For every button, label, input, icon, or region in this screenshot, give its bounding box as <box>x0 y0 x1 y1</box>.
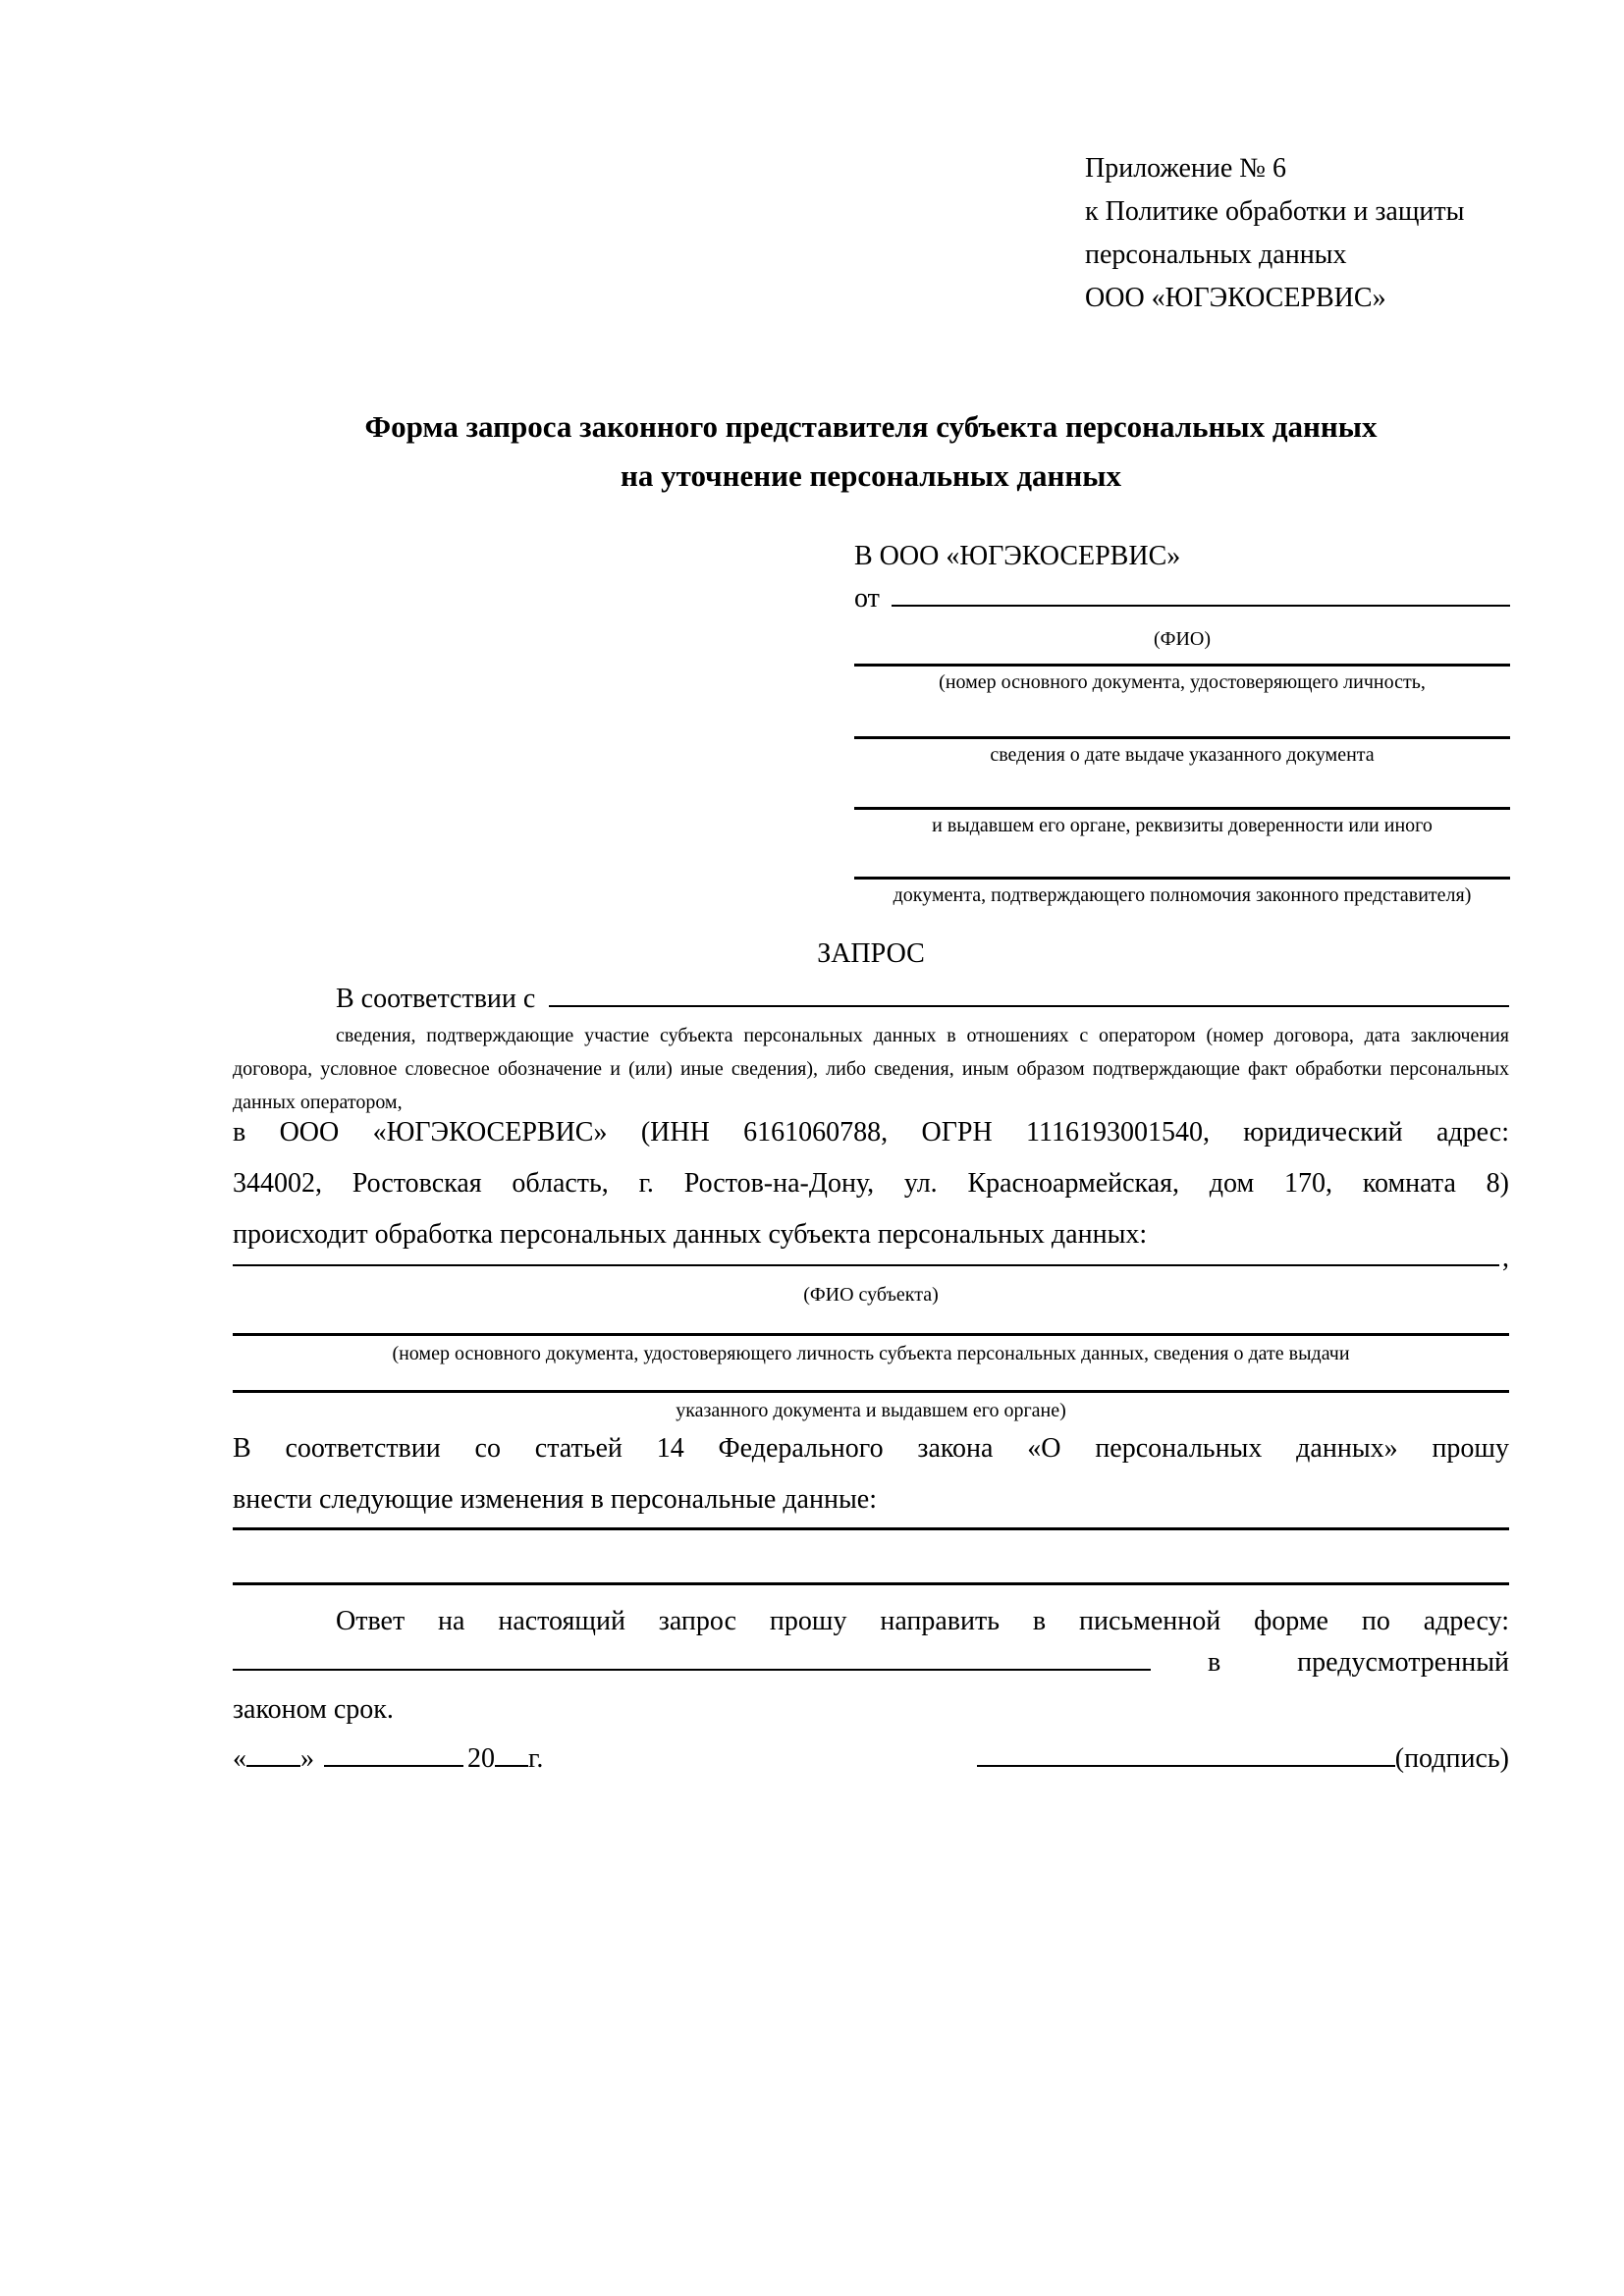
accordance-label: В соответствии с <box>336 984 536 1014</box>
reply-paragraph-line1: Ответ на настоящий запрос прошу направить в письменной форме по адресу: <box>336 1606 1509 1636</box>
operator-paragraph-line2: 344002, Ростовская область, г. Ростов-на-Дону, ул. Красноармейская, дом 170, комната 8) <box>233 1168 1509 1199</box>
operator-paragraph <box>233 1107 1509 1260</box>
caption-authority: и выдавшем его органе, реквизиты доверенности или иного <box>932 815 1433 836</box>
date-day-blank[interactable] <box>246 1765 300 1767</box>
signature-blank-line[interactable] <box>977 1765 1395 1767</box>
signature-caption: (подпись) <box>1394 1743 1509 1774</box>
appendix-note-line: персональных данных <box>1085 240 1347 270</box>
operator-paragraph-line3: происходит обработка персональных данных субъекта персональных данных: <box>233 1219 1148 1250</box>
article14-paragraph-line2: внести следующие изменения в персональные данные: <box>233 1484 877 1515</box>
appendix-note-line: ООО «ЮГЭКОСЕРВИС» <box>1085 283 1386 313</box>
caption-fio: (ФИО) <box>1153 628 1211 650</box>
caption-passport: (номер основного документа, удостоверяющего личность, <box>939 671 1426 693</box>
accordance-blank-line[interactable] <box>549 1005 1509 1007</box>
reply-word-predusmotrenny: предусмотренный <box>1297 1647 1509 1678</box>
operator-paragraph-line1: в ООО «ЮГЭКОСЕРВИС» (ИНН 6161060788, ОГРН 1116193001540, юридический адрес: <box>233 1117 1509 1148</box>
date-open-quote: « <box>233 1743 246 1774</box>
reply-address-blank-line[interactable] <box>233 1669 1151 1671</box>
date-month-blank[interactable] <box>324 1765 463 1767</box>
caption-authorizing-document: документа, подтверждающего полномочия законного представителя) <box>893 884 1472 906</box>
accordance-row <box>233 980 1509 1019</box>
form-title-line2: на уточнение персональных данных <box>621 458 1121 493</box>
reply-paragraph-line3: законом срок. <box>233 1694 394 1725</box>
appendix-note-line: к Политике обработки и защиты <box>1085 196 1465 227</box>
comma: , <box>1502 1243 1509 1273</box>
form-title-line1: Форма запроса законного представителя субъекта персональных данных <box>364 409 1378 444</box>
subject-passport-blank-line[interactable] <box>233 1333 1509 1336</box>
caption-subject-issue: указанного документа и выдавшем его органе) <box>676 1400 1066 1421</box>
reply-word-v: в <box>1208 1647 1221 1678</box>
date-year-prefix: 20 <box>467 1743 495 1774</box>
request-heading: ЗАПРОС <box>817 938 925 969</box>
from-row <box>854 579 1510 620</box>
date-year-blank[interactable] <box>495 1765 528 1767</box>
from-blank-line[interactable] <box>892 605 1510 607</box>
reply-address-row <box>233 1637 1509 1681</box>
appendix-note-line: Приложение № 6 <box>1085 153 1286 184</box>
subject-fio-blank-line[interactable] <box>233 1264 1499 1266</box>
changes-blank-line-1[interactable] <box>233 1527 1509 1530</box>
representative-passport-blank-line[interactable] <box>854 664 1510 667</box>
footnote-text: сведения, подтверждающие участие субъекта персональных данных в отношениях с оператором (номер договора, дата заключения договора, условное словесное обозначение и (или) иные сведения), либо сведения, иным образом подтверждающие факт обработки персональных данных оператором, <box>233 1025 1509 1113</box>
authority-blank-line[interactable] <box>854 807 1510 810</box>
article14-paragraph-line1: В соответствии со статьей 14 Федерального закона «О персональных данных» прошу <box>233 1433 1509 1464</box>
issue-date-blank-line[interactable] <box>854 736 1510 739</box>
caption-subject-passport: (номер основного документа, удостоверяющего личность субъекта персональных данных, сведения о дате выдачи <box>392 1343 1350 1364</box>
date-signature-row <box>233 1739 1509 1781</box>
subject-issue-blank-line[interactable] <box>233 1390 1509 1393</box>
from-label: от <box>854 583 880 614</box>
form-title <box>233 402 1509 501</box>
caption-subject-fio: (ФИО субъекта) <box>803 1284 939 1306</box>
subject-fio-row <box>233 1239 1509 1276</box>
date-year-suffix: г. <box>528 1743 544 1774</box>
appendix-note <box>1085 147 1527 320</box>
article14-paragraph <box>233 1423 1509 1525</box>
changes-blank-line-2[interactable] <box>233 1582 1509 1585</box>
date-close-quote: » <box>300 1743 314 1774</box>
caption-issue-date: сведения о дате выдаче указанного документа <box>990 744 1375 766</box>
recipient-line: В ООО «ЮГЭКОСЕРВИС» <box>854 541 1181 571</box>
authorizing-document-blank-line[interactable] <box>854 877 1510 880</box>
